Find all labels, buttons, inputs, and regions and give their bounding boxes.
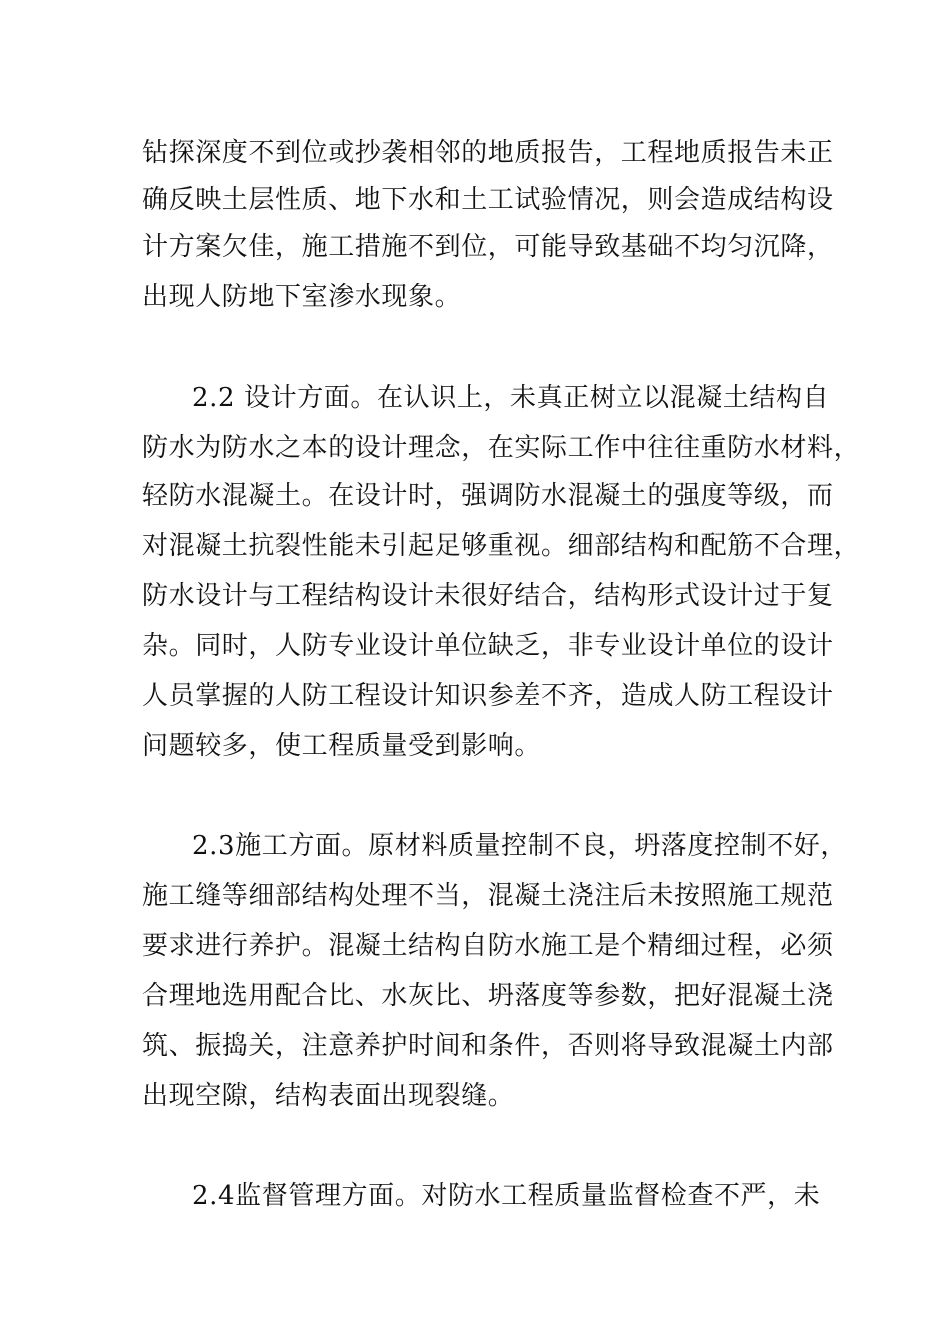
text-line: 杂。同时，人防专业设计单位缺乏，非专业设计单位的设计 bbox=[142, 631, 834, 661]
text-line: 2.4监督管理方面。对防水工程质量监督检查不严，未 bbox=[192, 1181, 821, 1211]
text-line: 钻探深度不到位或抄袭相邻的地质报告，工程地质报告未正 bbox=[142, 138, 834, 168]
text-line: 合理地选用配合比、水灰比、坍落度等参数，把好混凝土浇 bbox=[142, 981, 834, 1011]
text-line: 防水为防水之本的设计理念，在实际工作中往往重防水材料， bbox=[142, 433, 861, 463]
text-line: 问题较多，使工程质量受到影响。 bbox=[142, 731, 542, 761]
text-line: 计方案欠佳，施工措施不到位，可能导致基础不均匀沉降， bbox=[142, 232, 834, 262]
text-line: 2.2 设计方面。在认识上，未真正树立以混凝土结构自 bbox=[192, 383, 830, 413]
text-line: 确反映土层性质、地下水和土工试验情况，则会造成结构设 bbox=[142, 185, 834, 215]
text-line: 轻防水混凝土。在设计时，强调防水混凝土的强度等级，而 bbox=[142, 481, 834, 511]
text-line: 2.3施工方面。原材料质量控制不良，坍落度控制不好， bbox=[192, 831, 847, 861]
text-line: 要求进行养护。混凝土结构自防水施工是个精细过程，必须 bbox=[142, 931, 834, 961]
text-line: 防水设计与工程结构设计未很好结合，结构形式设计过于复 bbox=[142, 581, 834, 611]
text-line: 对混凝土抗裂性能未引起足够重视。细部结构和配筋不合理， bbox=[142, 531, 861, 561]
text-line: 出现空隙，结构表面出现裂缝。 bbox=[142, 1081, 515, 1111]
text-line: 施工缝等细部结构处理不当，混凝土浇注后未按照施工规范 bbox=[142, 881, 834, 911]
text-line: 出现人防地下室渗水现象。 bbox=[142, 282, 462, 312]
text-line: 人员掌握的人防工程设计知识参差不齐，造成人防工程设计 bbox=[142, 681, 834, 711]
text-line: 筑、振捣关，注意养护时间和条件，否则将导致混凝土内部 bbox=[142, 1031, 834, 1061]
